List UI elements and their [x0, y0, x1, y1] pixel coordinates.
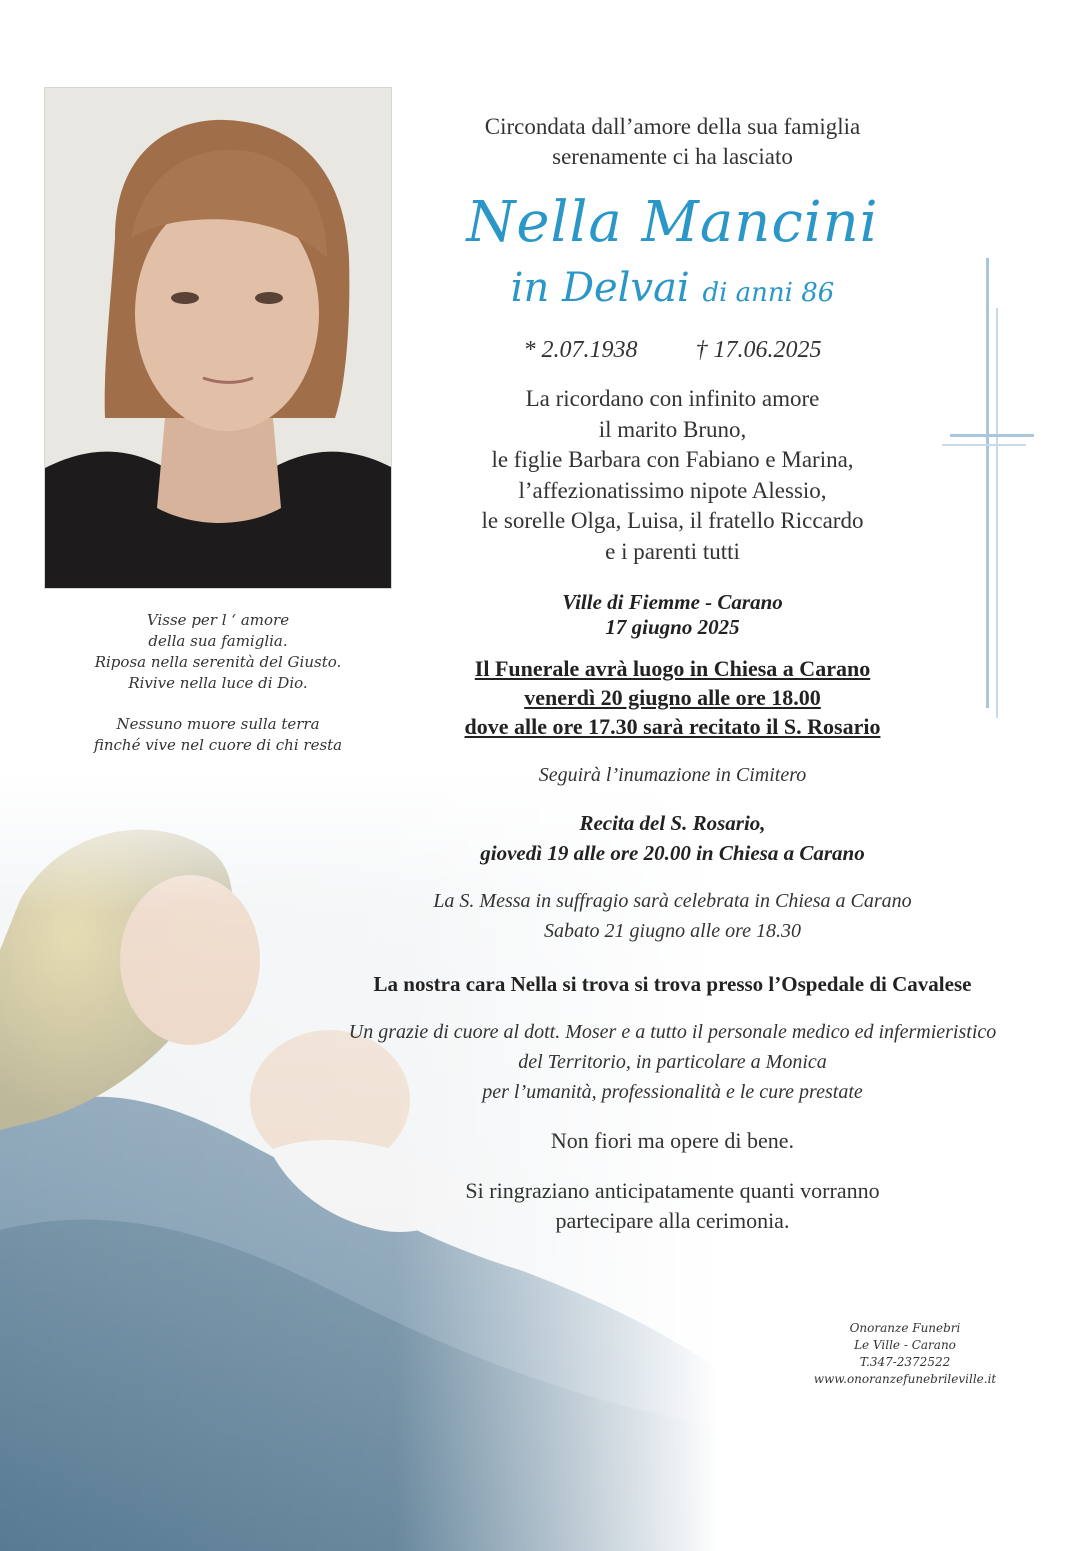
- hospital-info: La nostra cara Nella si trova si trova presso l’Ospedale di Cavalese: [373, 972, 972, 996]
- rosario-line: Recita del S. Rosario,: [579, 811, 766, 835]
- quote-line: finché vive nel cuore di chi resta: [93, 736, 343, 754]
- agency-website: www.onoranzefunebrileville.it: [813, 1372, 997, 1386]
- mass-info: [280, 886, 1065, 946]
- family-announcement: [280, 384, 1065, 567]
- place-line: Ville di Fiemme - Carano: [562, 590, 783, 614]
- mass-line: Sabato 21 giugno alle ore 18.30: [543, 920, 802, 942]
- family-line: il marito Bruno,: [598, 416, 747, 442]
- quote-line: Riposa nella serenità del Giusto.: [94, 653, 342, 671]
- closing-thanks: [280, 1176, 1065, 1236]
- agency-phone: T.347-2372522: [859, 1355, 951, 1369]
- birth-date: * 2.07.1938: [523, 337, 638, 363]
- married-name-line: [280, 262, 1065, 319]
- rosario-info: [280, 808, 1065, 868]
- quote-line: Visse per l ‘ amore: [146, 611, 290, 629]
- date-line: 17 giugno 2025: [605, 615, 740, 639]
- closing-line: partecipare alla cerimonia.: [555, 1208, 790, 1233]
- life-dates: [280, 334, 1065, 366]
- age-text: di anni 86: [702, 278, 835, 308]
- mass-line: La S. Messa in suffragio sarà celebrata in Chiesa a Carano: [433, 890, 912, 912]
- agency-name: Onoranze Funebri: [849, 1321, 961, 1335]
- thanks-message: [280, 1017, 1065, 1107]
- closing-line: Si ringraziano anticipatamente quanti vorranno: [465, 1178, 880, 1203]
- rosario-line: giovedì 19 alle ore 20.00 in Chiesa a Carano: [480, 841, 865, 865]
- burial-info: Seguirà l’inumazione in Cimitero: [538, 764, 807, 786]
- thanks-line: del Territorio, in particolare a Monica: [518, 1051, 827, 1073]
- quote-line: Rivive nella luce di Dio.: [128, 674, 308, 692]
- thanks-line: Un grazie di cuore al dott. Moser e a tutto il personale medico ed infermieristico: [348, 1021, 997, 1043]
- intro-line: Circondata dall’amore della sua famiglia: [484, 114, 861, 139]
- funeral-info: [280, 654, 1065, 741]
- intro-line: serenamente ci ha lasciato: [552, 144, 793, 169]
- family-line: le sorelle Olga, Luisa, il fratello Riccardo: [481, 508, 864, 533]
- intro-text: [280, 112, 1065, 172]
- deceased-name: Nella Mancini: [466, 190, 879, 255]
- funeral-line: dove alle ore 17.30 sarà recitato il S. Rosario: [464, 714, 881, 739]
- family-line: le figlie Barbara con Fabiano e Marina,: [491, 447, 854, 472]
- agency-location: Le Ville - Carano: [854, 1338, 956, 1352]
- family-line: e i parenti tutti: [605, 538, 740, 564]
- family-line: l’affezionatissimo nipote Alessio,: [518, 477, 827, 503]
- funeral-line: venerdì 20 giugno alle ore 18.00: [524, 685, 821, 710]
- family-line: La ricordano con infinito amore: [525, 386, 820, 411]
- funeral-line: Il Funerale avrà luogo in Chiesa a Carano: [474, 656, 871, 681]
- married-name: in Delvai: [510, 265, 690, 311]
- death-date: † 17.06.2025: [695, 337, 822, 363]
- quote-line: della sua famiglia.: [148, 632, 288, 650]
- quote-line: Nessuno muore sulla terra: [116, 715, 320, 733]
- funeral-agency-info: [740, 1320, 1070, 1388]
- thanks-line: per l’umanità, professionalità e le cure prestate: [482, 1081, 863, 1103]
- no-flowers-note: Non fiori ma opere di bene.: [550, 1128, 795, 1153]
- place-date: [280, 590, 1065, 640]
